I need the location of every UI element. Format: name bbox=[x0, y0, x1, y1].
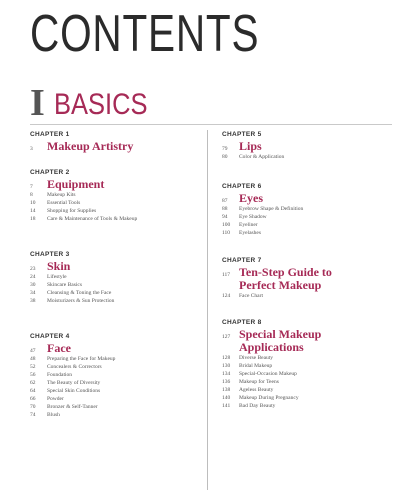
entry-title[interactable]: Powder bbox=[47, 396, 64, 402]
toc-entry[interactable] bbox=[222, 386, 397, 394]
chapter-page-number: 7 bbox=[30, 184, 33, 190]
toc-entry[interactable] bbox=[30, 387, 200, 395]
entry-page-number: 130 bbox=[222, 363, 231, 369]
entry-page-number: 30 bbox=[30, 282, 36, 288]
part-numeral: I bbox=[30, 82, 45, 124]
toc-entry[interactable] bbox=[30, 281, 200, 289]
toc-entry[interactable] bbox=[30, 363, 200, 371]
chapter-title[interactable]: Special Makeup Applications bbox=[239, 327, 322, 354]
chapter-title-row[interactable] bbox=[222, 328, 397, 354]
chapter-label: CHAPTER 7 bbox=[222, 257, 262, 264]
entry-page-number: 24 bbox=[30, 274, 36, 280]
toc-entry[interactable] bbox=[30, 379, 200, 387]
entry-page-number: 62 bbox=[30, 380, 36, 386]
entry-title[interactable]: Care & Maintenance of Tools & Makeup bbox=[47, 216, 138, 222]
entry-title[interactable]: Preparing the Face for Makeup bbox=[47, 356, 116, 362]
chapter-block bbox=[30, 332, 200, 419]
entry-page-number: 100 bbox=[222, 222, 231, 228]
toc-entry[interactable] bbox=[222, 362, 397, 370]
chapter-label: CHAPTER 3 bbox=[30, 251, 70, 258]
entry-title[interactable]: Bad Day Beauty bbox=[239, 403, 276, 409]
chapter-title-row[interactable] bbox=[30, 260, 200, 273]
toc-entry[interactable] bbox=[222, 229, 397, 237]
toc-entry[interactable] bbox=[30, 215, 200, 223]
chapter-label: CHAPTER 1 bbox=[30, 131, 70, 138]
chapter-title[interactable]: Makeup Artistry bbox=[47, 139, 134, 153]
entry-page-number: 88 bbox=[222, 206, 228, 212]
entry-page-number: 74 bbox=[30, 412, 36, 418]
entry-page-number: 140 bbox=[222, 395, 231, 401]
toc-entry[interactable] bbox=[222, 370, 397, 378]
entry-page-number: 38 bbox=[30, 298, 36, 304]
entry-page-number: 56 bbox=[30, 372, 36, 378]
toc-entry[interactable] bbox=[30, 355, 200, 363]
toc-entry[interactable] bbox=[30, 371, 200, 379]
entry-title[interactable]: Color & Application bbox=[239, 154, 285, 160]
entry-title[interactable]: Moisturizers & Sun Protection bbox=[47, 298, 115, 304]
chapter-title[interactable]: Eyes bbox=[239, 191, 263, 205]
chapter-page-number: 79 bbox=[222, 146, 228, 152]
entry-page-number: 94 bbox=[222, 214, 228, 220]
entry-page-number: 48 bbox=[30, 356, 36, 362]
chapter-page-number: 127 bbox=[222, 334, 231, 340]
chapter-page-number: 23 bbox=[30, 266, 36, 272]
entry-page-number: 136 bbox=[222, 379, 231, 385]
toc-entry[interactable] bbox=[30, 395, 200, 403]
entry-title[interactable]: Cleansing & Toning the Face bbox=[47, 290, 112, 296]
page-title: CONTENTS bbox=[30, 5, 260, 63]
chapter-label: CHAPTER 4 bbox=[30, 333, 70, 340]
part-divider bbox=[30, 124, 392, 125]
entry-title[interactable]: Ageless Beauty bbox=[239, 387, 274, 393]
chapter-block bbox=[222, 256, 397, 300]
toc-entry[interactable] bbox=[30, 199, 200, 207]
entry-page-number: 18 bbox=[30, 216, 36, 222]
chapter-title[interactable]: Lips bbox=[239, 139, 262, 153]
toc-entry[interactable] bbox=[222, 354, 397, 362]
chapter-title[interactable]: Skin bbox=[47, 259, 71, 273]
entry-title[interactable]: Bronzer & Self-Tanner bbox=[47, 404, 98, 410]
entry-title[interactable]: The Beauty of Diversity bbox=[47, 380, 101, 386]
column-divider bbox=[207, 130, 208, 490]
chapter-block bbox=[30, 130, 200, 153]
entry-title[interactable]: Lifestyle bbox=[47, 274, 67, 280]
entry-title[interactable]: Face Chart bbox=[239, 293, 263, 299]
toc-entry[interactable] bbox=[30, 403, 200, 411]
entry-title[interactable]: Essential Tools bbox=[47, 200, 81, 206]
chapter-title-row[interactable] bbox=[222, 192, 397, 205]
toc-entry[interactable] bbox=[30, 411, 200, 419]
chapter-label: CHAPTER 6 bbox=[222, 183, 262, 190]
entry-page-number: 66 bbox=[30, 396, 36, 402]
entry-page-number: 64 bbox=[30, 388, 36, 394]
entry-title[interactable]: Makeup for Teens bbox=[239, 379, 279, 385]
entry-title[interactable]: Shopping for Supplies bbox=[47, 208, 97, 214]
chapter-page-number: 117 bbox=[222, 272, 231, 278]
entry-page-number: 141 bbox=[222, 403, 231, 409]
entry-title[interactable]: Blush bbox=[47, 412, 60, 418]
entry-title[interactable]: Eyelashes bbox=[239, 230, 261, 236]
chapter-title[interactable]: Equipment bbox=[47, 177, 105, 191]
toc-entry[interactable] bbox=[222, 213, 397, 221]
entry-title[interactable]: Eyebrow Shape & Definition bbox=[239, 206, 304, 212]
chapter-title[interactable]: Ten-Step Guide to Perfect Makeup bbox=[239, 265, 332, 292]
entry-page-number: 10 bbox=[30, 200, 36, 206]
entry-title[interactable]: Bridal Makeup bbox=[239, 363, 273, 369]
entry-page-number: 52 bbox=[30, 364, 36, 370]
toc-entry[interactable] bbox=[222, 402, 397, 410]
entry-page-number: 80 bbox=[222, 154, 228, 160]
chapter-page-number: 3 bbox=[30, 146, 33, 152]
chapter-page-number: 47 bbox=[30, 348, 36, 354]
toc-entry[interactable] bbox=[222, 221, 397, 229]
chapter-title-row[interactable] bbox=[30, 342, 200, 355]
entry-title[interactable]: Foundation bbox=[47, 372, 73, 378]
chapter-title-row[interactable] bbox=[222, 266, 397, 292]
part-name: BASICS bbox=[54, 88, 148, 121]
chapter-label: CHAPTER 5 bbox=[222, 131, 262, 138]
toc-entry[interactable] bbox=[30, 273, 200, 281]
toc-entry[interactable] bbox=[222, 205, 397, 213]
entry-title[interactable]: Skincare Basics bbox=[47, 282, 82, 288]
entry-page-number: 8 bbox=[30, 192, 33, 198]
entry-page-number: 134 bbox=[222, 371, 231, 377]
chapter-title[interactable]: Face bbox=[47, 341, 71, 355]
chapter-label: CHAPTER 2 bbox=[30, 169, 70, 176]
toc-entry[interactable] bbox=[222, 292, 397, 300]
entry-title[interactable]: Diverse Beauty bbox=[239, 355, 274, 361]
toc-entry[interactable] bbox=[222, 394, 397, 402]
chapter-page-number: 87 bbox=[222, 198, 228, 204]
entry-page-number: 124 bbox=[222, 293, 231, 299]
entry-page-number: 110 bbox=[222, 230, 231, 236]
toc-entry[interactable] bbox=[30, 207, 200, 215]
toc-entry[interactable] bbox=[222, 378, 397, 386]
entry-title[interactable]: Special-Occasion Makeup bbox=[239, 371, 297, 377]
entry-title[interactable]: Eyeliner bbox=[239, 222, 258, 228]
entry-title[interactable]: Concealers & Correctors bbox=[47, 364, 102, 370]
chapter-block bbox=[30, 250, 200, 305]
toc-entry[interactable] bbox=[30, 297, 200, 305]
entry-page-number: 138 bbox=[222, 387, 231, 393]
toc-entry[interactable] bbox=[30, 289, 200, 297]
entry-page-number: 70 bbox=[30, 404, 36, 410]
entry-page-number: 14 bbox=[30, 208, 36, 214]
entry-title[interactable]: Makeup Kits bbox=[47, 192, 76, 198]
chapter-block bbox=[222, 182, 397, 237]
chapter-block bbox=[222, 318, 397, 410]
toc-entry[interactable] bbox=[30, 191, 200, 199]
chapter-block bbox=[222, 130, 397, 161]
toc-entry[interactable] bbox=[222, 153, 397, 161]
chapter-title-row[interactable] bbox=[30, 178, 200, 191]
entry-page-number: 128 bbox=[222, 355, 231, 361]
chapter-label: CHAPTER 8 bbox=[222, 319, 262, 326]
entry-page-number: 34 bbox=[30, 290, 36, 296]
entry-title[interactable]: Special Skin Conditions bbox=[47, 388, 101, 394]
entry-title[interactable]: Eye Shadow bbox=[239, 214, 267, 220]
chapter-title-row[interactable] bbox=[30, 140, 200, 153]
chapter-block bbox=[30, 168, 200, 223]
entry-title[interactable]: Makeup During Pregnancy bbox=[239, 395, 299, 401]
chapter-title-row[interactable] bbox=[222, 140, 397, 153]
